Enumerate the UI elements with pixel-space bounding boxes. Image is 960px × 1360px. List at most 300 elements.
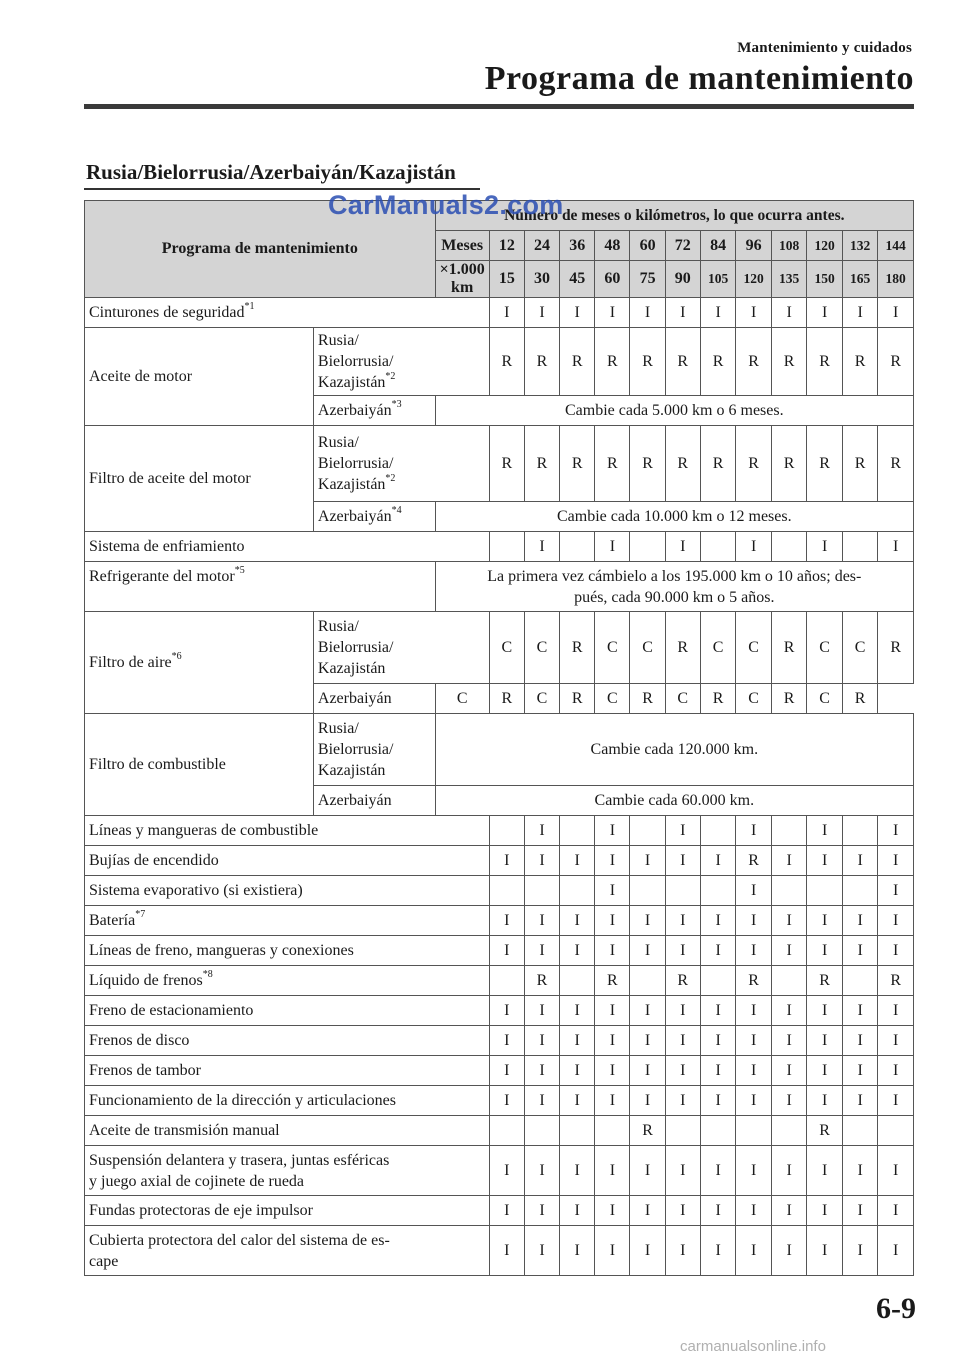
maintenance-table: [84, 200, 914, 1276]
interval-cell: I: [630, 1146, 665, 1196]
interval-cell: I: [560, 936, 595, 966]
interval-cell: [771, 816, 807, 846]
interval-cell: [630, 532, 665, 562]
table-row: [85, 846, 914, 876]
km-cell: 60: [595, 261, 630, 298]
interval-cell: I: [700, 1056, 736, 1086]
footnote-ref: *8: [202, 968, 213, 980]
interval-cell: I: [560, 1056, 595, 1086]
interval-cell: [560, 532, 595, 562]
interval-cell: R: [665, 426, 700, 502]
interval-cell: I: [771, 1056, 807, 1086]
interval-cell: [665, 1116, 700, 1146]
months-cell: 84: [700, 231, 736, 261]
interval-cell: I: [489, 1226, 524, 1276]
header-corner-cell: Programa de mantenimiento: [85, 201, 436, 298]
interval-cell: I: [807, 1056, 843, 1086]
interval-cell: I: [524, 532, 559, 562]
table-row: [85, 714, 914, 786]
table-row: [85, 816, 914, 846]
interval-cell: I: [842, 1226, 878, 1276]
interval-cell: [560, 876, 595, 906]
row-label: Fundas protectoras de eje impulsor: [85, 1196, 490, 1226]
interval-cell: I: [842, 996, 878, 1026]
interval-cell: I: [807, 936, 843, 966]
km-cell: 75: [630, 261, 665, 298]
months-cell: 96: [736, 231, 772, 261]
interval-cell: I: [560, 1196, 595, 1226]
interval-cell: I: [524, 298, 559, 328]
interval-cell: I: [630, 906, 665, 936]
interval-cell: R: [524, 966, 559, 996]
interval-cell: [595, 1116, 630, 1146]
interval-cell: I: [807, 816, 843, 846]
table-row: [85, 996, 914, 1026]
months-cell: 108: [771, 231, 807, 261]
interval-cell: I: [878, 936, 914, 966]
interval-cell: I: [630, 936, 665, 966]
row-label: Batería$^{*7}$: [85, 906, 490, 936]
interval-cell: R: [807, 328, 843, 396]
interval-cell: [489, 532, 524, 562]
row-sublabel: Rusia/ Bielorrusia/ Kazajistán$^{*2}$: [313, 426, 489, 502]
interval-cell: R: [630, 684, 665, 714]
km-cell: 15: [489, 261, 524, 298]
interval-cell: I: [665, 532, 700, 562]
interval-cell: [489, 1116, 524, 1146]
table-row: [85, 1146, 914, 1196]
row-label: Aceite de motor: [85, 328, 314, 426]
interval-cell: I: [700, 846, 736, 876]
interval-cell: I: [560, 846, 595, 876]
row-label: Líquido de frenos$^{*8}$: [85, 966, 490, 996]
row-sublabel: Rusia/ Bielorrusia/ Kazajistán$^{*2}$: [313, 328, 489, 396]
interval-cell: I: [878, 1026, 914, 1056]
interval-cell: I: [665, 1056, 700, 1086]
interval-cell: I: [524, 936, 559, 966]
row-label: Sistema evaporativo (si existiera): [85, 876, 490, 906]
interval-cell: I: [595, 846, 630, 876]
interval-cell: [560, 1116, 595, 1146]
table-row: [85, 1026, 914, 1056]
interval-cell: I: [560, 996, 595, 1026]
interval-cell: I: [665, 1226, 700, 1276]
interval-text: La primera vez cámbielo a los 195.000 km o 10 años; des- pués, cada 90.000 km o 5 años.: [435, 562, 913, 612]
interval-cell: I: [736, 1146, 772, 1196]
interval-cell: I: [630, 1196, 665, 1226]
interval-cell: [630, 966, 665, 996]
interval-cell: R: [807, 426, 843, 502]
interval-cell: R: [736, 328, 772, 396]
footnote-ref: *5: [234, 564, 245, 576]
interval-cell: C: [807, 684, 843, 714]
interval-cell: I: [807, 1146, 843, 1196]
table-row: [85, 1116, 914, 1146]
km-cell: 180: [878, 261, 914, 298]
table-row: [85, 1086, 914, 1116]
interval-cell: C: [524, 612, 559, 684]
interval-cell: R: [878, 966, 914, 996]
km-cell: 30: [524, 261, 559, 298]
row-label: Frenos de disco: [85, 1026, 490, 1056]
interval-cell: I: [630, 298, 665, 328]
months-cell: 144: [878, 231, 914, 261]
footer-watermark: carmanualsonline.info: [680, 1338, 826, 1355]
interval-cell: I: [489, 1056, 524, 1086]
interval-cell: I: [700, 1226, 736, 1276]
interval-cell: I: [665, 298, 700, 328]
table-row: [85, 298, 914, 328]
interval-cell: I: [524, 1056, 559, 1086]
interval-cell: I: [595, 936, 630, 966]
interval-cell: I: [665, 846, 700, 876]
months-cell: 120: [807, 231, 843, 261]
interval-cell: I: [878, 1146, 914, 1196]
table-row: [85, 612, 914, 684]
interval-cell: R: [630, 1116, 665, 1146]
page-title: Programa de mantenimiento: [484, 60, 914, 97]
interval-cell: R: [807, 966, 843, 996]
interval-cell: I: [878, 996, 914, 1026]
row-label: Líneas y mangueras de combustible: [85, 816, 490, 846]
interval-cell: [700, 966, 736, 996]
table-row: [85, 532, 914, 562]
row-sublabel: Rusia/ Bielorrusia/ Kazajistán: [313, 714, 435, 786]
interval-cell: I: [842, 906, 878, 936]
interval-cell: I: [524, 906, 559, 936]
interval-cell: I: [489, 1146, 524, 1196]
interval-cell: R: [560, 684, 595, 714]
interval-cell: I: [736, 1196, 772, 1226]
interval-cell: I: [524, 1026, 559, 1056]
footnote-ref: *6: [171, 650, 182, 662]
interval-cell: I: [842, 1196, 878, 1226]
interval-cell: I: [700, 1026, 736, 1056]
interval-cell: [489, 966, 524, 996]
interval-cell: I: [878, 1086, 914, 1116]
interval-cell: I: [700, 1146, 736, 1196]
interval-cell: I: [489, 1196, 524, 1226]
table-row: [85, 426, 914, 502]
table-row: [85, 1196, 914, 1226]
interval-cell: R: [771, 426, 807, 502]
interval-cell: R: [842, 328, 878, 396]
row-label: Refrigerante del motor$^{*5}$: [85, 562, 436, 612]
table-row: [85, 328, 914, 396]
interval-cell: R: [842, 684, 878, 714]
interval-cell: I: [878, 816, 914, 846]
interval-cell: R: [560, 328, 595, 396]
interval-text: Cambie cada 10.000 km o 12 meses.: [435, 502, 913, 532]
interval-cell: C: [630, 612, 665, 684]
interval-cell: [630, 816, 665, 846]
interval-cell: R: [771, 684, 807, 714]
interval-cell: I: [878, 1196, 914, 1226]
interval-cell: I: [736, 298, 772, 328]
interval-cell: I: [665, 1196, 700, 1226]
interval-cell: I: [771, 1196, 807, 1226]
interval-cell: R: [595, 328, 630, 396]
interval-cell: I: [878, 906, 914, 936]
interval-cell: I: [595, 1026, 630, 1056]
months-cell: 24: [524, 231, 559, 261]
interval-cell: I: [878, 298, 914, 328]
interval-cell: R: [595, 426, 630, 502]
interval-cell: C: [700, 612, 736, 684]
interval-cell: I: [560, 1026, 595, 1056]
km-label: ×1.000 km: [435, 261, 489, 298]
row-label: Bujías de encendido: [85, 846, 490, 876]
interval-cell: I: [736, 1026, 772, 1056]
interval-cell: I: [736, 906, 772, 936]
interval-cell: R: [842, 426, 878, 502]
interval-cell: I: [489, 996, 524, 1026]
interval-cell: R: [878, 426, 914, 502]
interval-cell: I: [489, 298, 524, 328]
interval-cell: [807, 876, 843, 906]
footnote-ref: *4: [391, 504, 402, 516]
interval-cell: R: [489, 328, 524, 396]
interval-cell: I: [736, 816, 772, 846]
interval-cell: [665, 876, 700, 906]
interval-cell: I: [878, 1226, 914, 1276]
interval-cell: I: [807, 906, 843, 936]
km-cell: 135: [771, 261, 807, 298]
row-label: Cubierta protectora del calor del sistema de es- cape: [85, 1226, 490, 1276]
interval-cell: I: [595, 1146, 630, 1196]
interval-cell: R: [736, 966, 772, 996]
interval-cell: R: [665, 328, 700, 396]
interval-cell: [771, 966, 807, 996]
interval-cell: I: [842, 298, 878, 328]
interval-cell: I: [700, 936, 736, 966]
interval-cell: I: [771, 1146, 807, 1196]
interval-cell: [700, 876, 736, 906]
interval-cell: C: [842, 612, 878, 684]
chapter-header: Mantenimiento y cuidados: [737, 40, 912, 56]
interval-cell: R: [700, 328, 736, 396]
interval-cell: C: [736, 612, 772, 684]
interval-cell: I: [665, 936, 700, 966]
interval-cell: [560, 966, 595, 996]
interval-cell: I: [736, 1056, 772, 1086]
row-label: Filtro de aceite del motor: [85, 426, 314, 532]
interval-cell: I: [736, 1086, 772, 1116]
interval-cell: I: [595, 876, 630, 906]
interval-cell: I: [560, 1146, 595, 1196]
interval-cell: I: [878, 532, 914, 562]
interval-cell: I: [842, 1056, 878, 1086]
interval-cell: I: [736, 532, 772, 562]
row-sublabel: Azerbaiyán$^{*3}$: [313, 396, 435, 426]
interval-cell: I: [665, 816, 700, 846]
interval-cell: I: [524, 846, 559, 876]
page-number: 6-9: [876, 1292, 916, 1325]
interval-cell: I: [524, 1086, 559, 1116]
months-cell: 12: [489, 231, 524, 261]
interval-cell: R: [489, 426, 524, 502]
interval-cell: R: [700, 426, 736, 502]
interval-cell: I: [771, 996, 807, 1026]
interval-cell: [736, 1116, 772, 1146]
interval-cell: I: [524, 996, 559, 1026]
interval-cell: I: [489, 1086, 524, 1116]
row-label: Líneas de freno, mangueras y conexiones: [85, 936, 490, 966]
interval-cell: I: [736, 876, 772, 906]
months-cell: 36: [560, 231, 595, 261]
interval-cell: [489, 816, 524, 846]
months-cell: 72: [665, 231, 700, 261]
table-row: [85, 1056, 914, 1086]
row-sublabel: Azerbaiyán: [313, 786, 435, 816]
interval-cell: I: [665, 1026, 700, 1056]
interval-cell: R: [807, 1116, 843, 1146]
interval-cell: I: [595, 816, 630, 846]
interval-cell: [524, 1116, 559, 1146]
interval-cell: I: [807, 532, 843, 562]
interval-cell: R: [489, 684, 524, 714]
interval-cell: I: [665, 906, 700, 936]
interval-cell: [700, 1116, 736, 1146]
interval-cell: [842, 816, 878, 846]
interval-cell: I: [700, 906, 736, 936]
interval-cell: I: [771, 936, 807, 966]
row-label: Sistema de enfriamiento: [85, 532, 490, 562]
table-row: [85, 966, 914, 996]
row-label: Frenos de tambor: [85, 1056, 490, 1086]
interval-cell: [630, 876, 665, 906]
table-row: [85, 562, 914, 612]
interval-cell: I: [595, 906, 630, 936]
interval-cell: I: [807, 1086, 843, 1116]
km-cell: 90: [665, 261, 700, 298]
interval-cell: I: [700, 996, 736, 1026]
interval-cell: I: [524, 816, 559, 846]
interval-cell: I: [807, 298, 843, 328]
interval-cell: I: [524, 1226, 559, 1276]
interval-cell: I: [700, 1086, 736, 1116]
km-cell: 45: [560, 261, 595, 298]
interval-cell: I: [771, 1226, 807, 1276]
interval-cell: C: [524, 684, 559, 714]
section-title: Rusia/Bielorrusia/Azerbaiyán/Kazajistán: [86, 160, 456, 184]
interval-cell: I: [595, 532, 630, 562]
interval-cell: [878, 1116, 914, 1146]
interval-cell: C: [807, 612, 843, 684]
km-cell: 105: [700, 261, 736, 298]
interval-cell: I: [560, 906, 595, 936]
interval-cell: I: [842, 936, 878, 966]
table-row: [85, 936, 914, 966]
interval-cell: R: [665, 612, 700, 684]
footnote-ref: *7: [135, 908, 146, 920]
interval-cell: [489, 876, 524, 906]
interval-cell: I: [524, 1196, 559, 1226]
row-label: Filtro de combustible: [85, 714, 314, 816]
interval-cell: [842, 1116, 878, 1146]
interval-cell: I: [489, 1026, 524, 1056]
interval-cell: I: [878, 846, 914, 876]
interval-cell: [771, 876, 807, 906]
interval-cell: I: [771, 906, 807, 936]
interval-cell: [842, 876, 878, 906]
footnote-ref: *2: [385, 472, 396, 484]
row-sublabel: Rusia/ Bielorrusia/ Kazajistán: [313, 612, 489, 684]
interval-cell: I: [630, 1056, 665, 1086]
interval-cell: R: [736, 426, 772, 502]
interval-cell: I: [489, 936, 524, 966]
interval-cell: I: [560, 1086, 595, 1116]
interval-cell: R: [771, 328, 807, 396]
interval-cell: I: [489, 906, 524, 936]
interval-cell: I: [842, 846, 878, 876]
interval-cell: I: [807, 1226, 843, 1276]
table-row: [85, 876, 914, 906]
interval-cell: R: [700, 684, 736, 714]
interval-cell: I: [700, 298, 736, 328]
interval-cell: I: [736, 1226, 772, 1276]
interval-cell: I: [771, 298, 807, 328]
interval-cell: I: [807, 846, 843, 876]
interval-cell: I: [736, 996, 772, 1026]
row-sublabel: Azerbaiyán: [313, 684, 435, 714]
interval-cell: I: [771, 1086, 807, 1116]
interval-cell: I: [630, 1226, 665, 1276]
footnote-ref: *2: [385, 370, 396, 382]
row-label: Freno de estacionamiento: [85, 996, 490, 1026]
interval-cell: I: [595, 1226, 630, 1276]
interval-cell: R: [665, 966, 700, 996]
interval-cell: C: [435, 684, 489, 714]
interval-cell: I: [807, 1196, 843, 1226]
interval-cell: I: [595, 298, 630, 328]
row-sublabel: Azerbaiyán$^{*4}$: [313, 502, 435, 532]
interval-cell: [524, 876, 559, 906]
months-cell: 132: [842, 231, 878, 261]
interval-cell: R: [878, 328, 914, 396]
interval-cell: I: [842, 1026, 878, 1056]
interval-cell: I: [736, 936, 772, 966]
km-cell: 150: [807, 261, 843, 298]
table-row: [85, 906, 914, 936]
interval-cell: I: [630, 1086, 665, 1116]
interval-cell: I: [878, 876, 914, 906]
interval-cell: [842, 532, 878, 562]
interval-cell: [771, 532, 807, 562]
interval-cell: I: [595, 1056, 630, 1086]
footnote-ref: *3: [391, 398, 402, 410]
interval-cell: [700, 532, 736, 562]
interval-cell: C: [489, 612, 524, 684]
interval-cell: R: [630, 426, 665, 502]
interval-cell: R: [736, 846, 772, 876]
interval-cell: R: [878, 612, 914, 684]
row-label: Funcionamiento de la dirección y articulaciones: [85, 1086, 490, 1116]
interval-cell: I: [595, 996, 630, 1026]
interval-cell: I: [665, 1086, 700, 1116]
interval-cell: [771, 1116, 807, 1146]
interval-note: Número de meses o kilómetros, lo que ocurra antes.: [435, 201, 913, 231]
footnote-ref: *1: [244, 300, 255, 312]
header-rule: [84, 104, 914, 109]
interval-cell: R: [771, 612, 807, 684]
interval-cell: I: [807, 1026, 843, 1056]
interval-cell: C: [595, 684, 630, 714]
interval-cell: [842, 966, 878, 996]
months-cell: 60: [630, 231, 665, 261]
interval-cell: R: [560, 426, 595, 502]
months-label: Meses: [435, 231, 489, 261]
